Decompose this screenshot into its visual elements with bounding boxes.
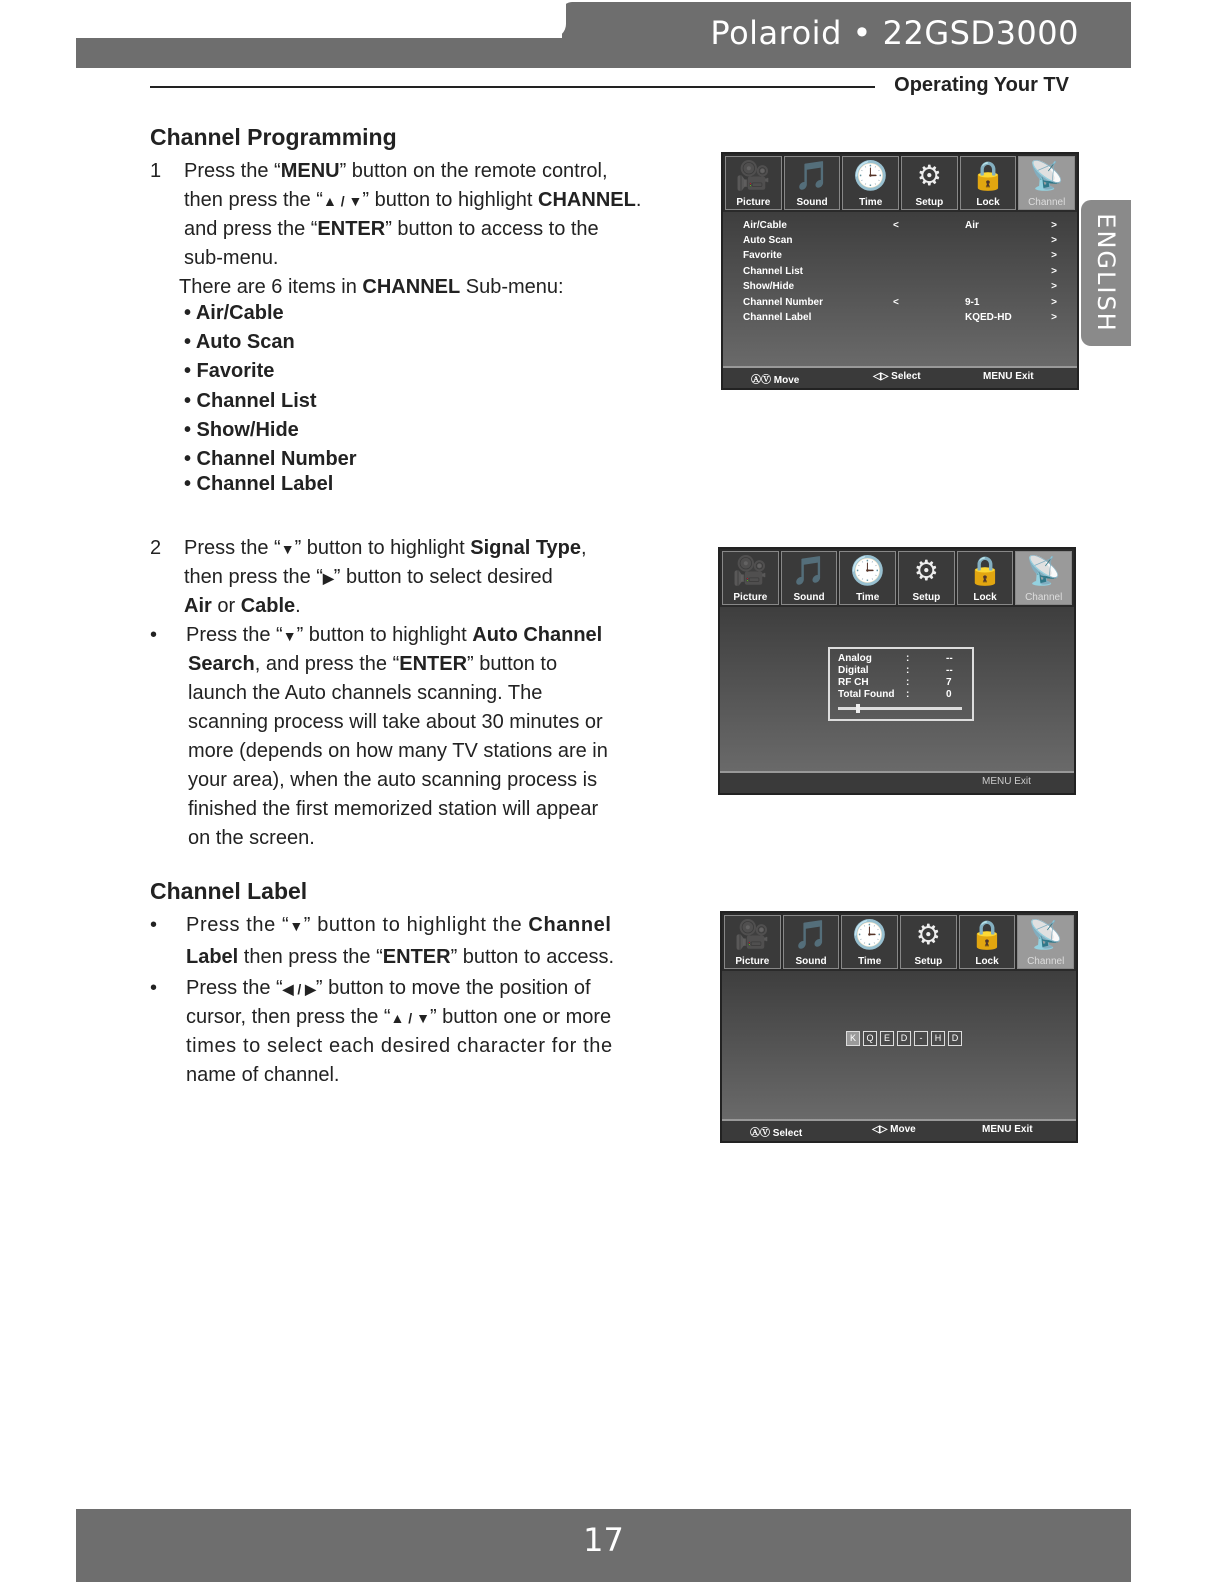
clock-icon: 🕒 <box>852 919 888 950</box>
instruction-line: times to select each desired character for the <box>186 1035 613 1057</box>
bullet: • <box>150 977 158 999</box>
instruction-line: Search, and press the “ENTER” button to <box>188 653 558 675</box>
scan-row: Total Found : 0 <box>838 689 952 700</box>
scan-progress-thumb <box>856 704 860 713</box>
step-number: 2 <box>150 537 162 559</box>
music-note-icon: 🎵 <box>791 555 827 586</box>
instruction-line: Press the “▼” button to highlight the Channel <box>186 914 612 936</box>
instruction-line: launch the Auto channels scanning. The <box>188 682 543 704</box>
bullet: • <box>150 914 158 936</box>
tv-tab-sound: 🎵 Sound <box>781 551 838 605</box>
tv-tab-sound: 🎵 Sound <box>784 156 841 210</box>
tv-scan-body <box>720 607 1074 773</box>
label-char: K <box>846 1031 860 1046</box>
satellite-dish-icon: 📡 <box>1028 919 1064 950</box>
tv-label-footer <box>722 1119 1076 1141</box>
tv-tab-picture: 🎥 Picture <box>725 156 782 210</box>
submenu-item: • Air/Cable <box>184 302 284 324</box>
tv-tab-channel: 📡 Channel <box>1015 551 1072 605</box>
label-char: Q <box>863 1031 877 1046</box>
instruction-line: then press the “▶” button to select desired <box>184 566 553 588</box>
label-char: E <box>880 1031 894 1046</box>
tv-menu-tabs <box>720 549 1074 607</box>
instruction-line: more (depends on how many TV stations are in <box>188 740 608 762</box>
tv-tab-time: 🕒 Time <box>839 551 896 605</box>
bullet: • <box>150 624 158 646</box>
tv-tab-channel: 📡 Channel <box>1018 156 1075 210</box>
tv-tab-sound: 🎵 Sound <box>783 915 840 969</box>
page-number: 17 <box>583 1521 624 1559</box>
clock-icon: 🕒 <box>850 555 886 586</box>
instruction-line: and press the “ENTER” button to access to the <box>184 218 599 240</box>
tv-screen-channel-menu <box>721 152 1079 390</box>
submenu-item: • Channel List <box>184 390 317 412</box>
brand-title: Polaroid • 22GSD3000 <box>710 14 1079 52</box>
instruction-line: sub-menu. <box>184 247 279 269</box>
tv-screen-auto-scan <box>718 547 1076 795</box>
music-note-icon: 🎵 <box>794 160 830 191</box>
camera-icon: 🎥 <box>732 555 768 586</box>
tv-menu-row: Favorite > <box>743 250 1057 261</box>
lock-icon: 🔒 <box>969 919 1005 950</box>
tv-scan-footer <box>720 771 1074 793</box>
camera-icon: 🎥 <box>734 919 770 950</box>
instruction-line: on the screen. <box>188 827 315 849</box>
tv-tab-picture: 🎥 Picture <box>724 915 781 969</box>
footer-select: ⒶⓋ Select <box>750 1128 803 1139</box>
tv-tab-channel: 📡 Channel <box>1017 915 1074 969</box>
instruction-line: cursor, then press the “▲ / ▼” button one or more <box>186 1006 612 1028</box>
tv-tab-lock: 🔒 Lock <box>959 915 1016 969</box>
gear-icon: ⚙ <box>915 919 941 950</box>
instruction-line: then press the “▲ / ▼” button to highlight CHANNEL. <box>184 189 642 211</box>
footer-exit: MENU Exit <box>982 776 1031 787</box>
channel-label-chars <box>846 1031 962 1046</box>
submenu-item: • Auto Scan <box>184 331 295 353</box>
tv-tab-time: 🕒 Time <box>841 915 898 969</box>
scan-progress-bar <box>838 707 962 710</box>
tv-tab-picture: 🎥 Picture <box>722 551 779 605</box>
tv-menu-tabs <box>722 913 1076 971</box>
section-title-channel-label: Channel Label <box>150 878 308 904</box>
tv-tab-time: 🕒 Time <box>842 156 899 210</box>
tv-menu-row: Air/Cable < Air > <box>743 220 1057 231</box>
instruction-line: Press the “MENU” button on the remote control, <box>184 160 608 182</box>
scan-row: Analog : -- <box>838 653 953 664</box>
scan-status-box <box>828 647 974 721</box>
scan-row: RF CH : 7 <box>838 677 952 688</box>
instruction-line: your area), when the auto scanning process is <box>188 769 598 791</box>
scan-row: Digital : -- <box>838 665 953 676</box>
section-label: Operating Your TV <box>894 74 1069 96</box>
tv-menu-body <box>723 212 1077 368</box>
tv-menu-row: Auto Scan > <box>743 235 1057 246</box>
language-tab <box>1081 200 1131 346</box>
instruction-line: Press the “◀ / ▶” button to move the position of <box>186 977 591 999</box>
tv-tab-lock: 🔒 Lock <box>957 551 1014 605</box>
label-char: D <box>897 1031 911 1046</box>
instruction-line: Label then press the “ENTER” button to access. <box>186 946 614 968</box>
tv-screen-channel-label <box>720 911 1078 1143</box>
footer-exit: MENU Exit <box>983 371 1034 382</box>
label-char: H <box>931 1031 945 1046</box>
tv-menu-tabs <box>723 154 1077 212</box>
tv-label-body <box>722 971 1076 1121</box>
instruction-line: Air or Cable. <box>184 595 301 617</box>
footer-exit: MENU Exit <box>982 1124 1033 1135</box>
section-title-channel-programming: Channel Programming <box>150 124 397 150</box>
gear-icon: ⚙ <box>916 160 942 191</box>
label-char: - <box>914 1031 928 1046</box>
gear-icon: ⚙ <box>913 555 939 586</box>
section-rule <box>150 86 875 88</box>
tv-tab-setup: ⚙ Setup <box>900 915 957 969</box>
submenu-item: • Favorite <box>184 360 275 382</box>
lock-icon: 🔒 <box>967 555 1003 586</box>
tv-tab-setup: ⚙ Setup <box>898 551 955 605</box>
instruction-line: name of channel. <box>186 1064 340 1086</box>
footer-move: ◁▷ Move <box>872 1124 916 1135</box>
tv-menu-row: Show/Hide > <box>743 281 1057 292</box>
music-note-icon: 🎵 <box>793 919 829 950</box>
footer-bar <box>76 1509 1131 1582</box>
instruction-line: Press the “▼” button to highlight Signal Type, <box>184 537 587 559</box>
header-notch <box>540 2 566 38</box>
instruction-line: finished the first memorized station will appear <box>188 798 599 820</box>
submenu-item: • Channel Number <box>184 448 357 470</box>
footer-select: ◁▷ Select <box>873 371 921 382</box>
camera-icon: 🎥 <box>735 160 771 191</box>
tv-menu-row: Channel Number < 9-1 > <box>743 297 1057 308</box>
satellite-dish-icon: 📡 <box>1029 160 1065 191</box>
tv-menu-row: Channel Label KQED-HD > <box>743 312 1057 323</box>
lock-icon: 🔒 <box>970 160 1006 191</box>
tv-menu-row: Channel List > <box>743 266 1057 277</box>
tv-tab-lock: 🔒 Lock <box>960 156 1017 210</box>
instruction-line: scanning process will take about 30 minutes or <box>188 711 603 733</box>
label-char: D <box>948 1031 962 1046</box>
submenu-item: • Show/Hide <box>184 419 299 441</box>
language-tab-label: ENGLISH <box>1092 213 1120 333</box>
instruction-line: Press the “▼” button to highlight Auto Channel <box>186 624 603 646</box>
footer-move: ⒶⓋ Move <box>751 375 800 386</box>
submenu-item: • Channel Label <box>184 473 334 495</box>
instruction-line: There are 6 items in CHANNEL Sub-menu: <box>179 276 564 298</box>
satellite-dish-icon: 📡 <box>1026 555 1062 586</box>
step-number: 1 <box>150 160 162 182</box>
tv-tab-setup: ⚙ Setup <box>901 156 958 210</box>
clock-icon: 🕒 <box>853 160 889 191</box>
tv-menu-footer <box>723 366 1077 388</box>
